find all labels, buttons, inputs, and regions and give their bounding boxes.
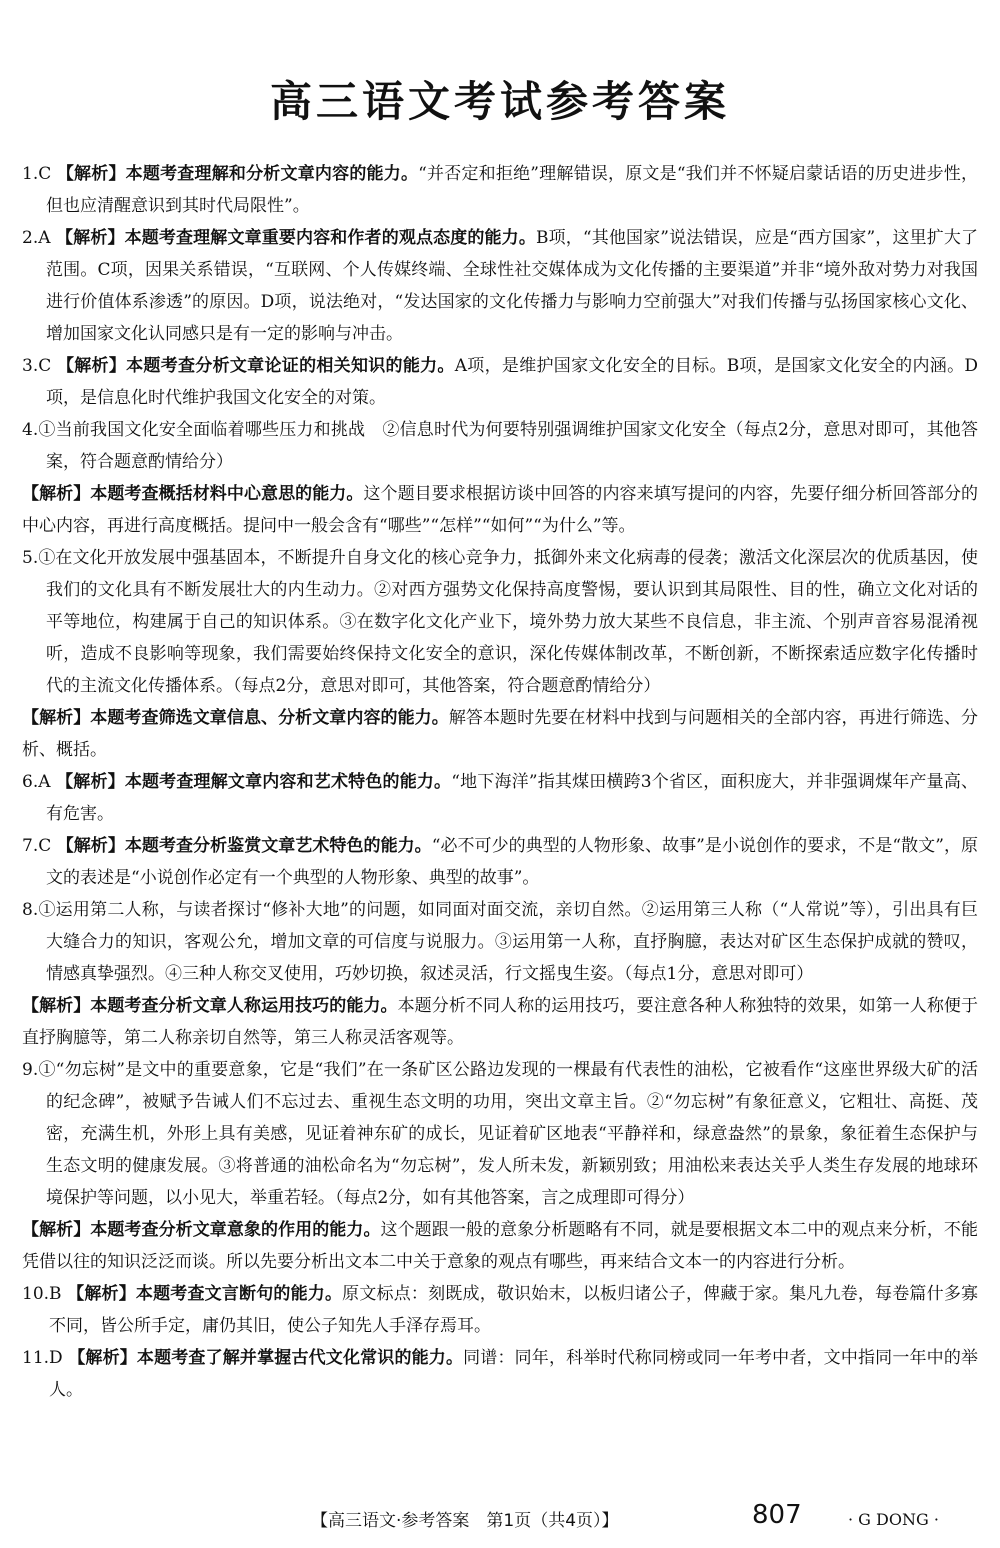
analysis-tag: 【解析】本题考查了解并掌握古代文化常识的能力。 bbox=[68, 1348, 464, 1368]
analysis-paragraph-8 bbox=[22, 990, 978, 1054]
answer-text: “并否定和拒绝”理解错误，原文是“我们并不怀疑启蒙话语的历史进步性，但也应清醒意识到其时代局限性”。 bbox=[46, 164, 978, 216]
answer-text: ①“勿忘树”是文中的重要意象，它是“我们”在一条矿区公路边发现的一棵最有代表性的油松，它被看作“这座世界级大矿的活的纪念碑”，被赋予告诫人们不忘过去、重视生态文明的功用，突出文章主旨。②“勿忘树”有象征意义，它粗壮、高挺、茂密，充满生机，外形上具有美感，见证着神东矿的成长，见证着矿区地表“平静祥和，绿意盎然”的景象，象征着生态保护与生态文明的健康发展。③将普通的油松命名为“勿忘树”，发人所未发，新颖别致；用油松来表达关乎人类生存发展的地球环境保护等问题，以小见大，举重若轻。（每点2分，如有其他答案，言之成理即可得分） bbox=[38, 1060, 978, 1208]
answer-item-9 bbox=[22, 1054, 978, 1214]
answer-number: 5. bbox=[22, 548, 39, 568]
answer-text: ①在文化开放发展中强基固本，不断提升自身文化的核心竞争力，抵御外来文化病毒的侵袭；激活文化深层次的优质基因，使我们的文化具有不断发展壮大的内生动力。②对西方强势文化保持高度警惕，要认识到其局限性、目的性，确立文化对话的平等地位，构建属于自己的知识体系。③在数字化文化产业下，境外势力放大某些不良信息，非主流、个别声音容易混淆视听，造成不良影响等现象，我们需要始终保持文化安全的意识，深化传媒体制改革，不断创新，不断探索适应数字化传播时代的主流文化传播体系。（每点2分，意思对即可，其他答案，符合题意酌情给分） bbox=[38, 548, 978, 696]
answer-item-2 bbox=[22, 222, 978, 350]
analysis-tag: 【解析】本题考查筛选文章信息、分析文章内容的能力。 bbox=[22, 708, 449, 728]
answer-text: “必不可少的典型的人物形象、故事”是小说创作的要求，不是“散文”，原文的表述是“小说创作必定有一个典型的人物形象、典型的故事”。 bbox=[46, 836, 979, 888]
answer-number: 6.A bbox=[22, 772, 51, 792]
answer-text: ①当前我国文化安全面临着哪些压力和挑战 ②信息时代为何要特别强调维护国家文化安全（每点2分，意思对即可，其他答案，符合题意酌情给分） bbox=[38, 420, 978, 472]
answer-text: 同谱：同年，科举时代称同榜或同一年考中者，文中指同一年中的举人。 bbox=[49, 1348, 979, 1400]
answer-item-6 bbox=[22, 766, 978, 830]
analysis-paragraph-9 bbox=[22, 1214, 978, 1278]
answer-text: B项，“其他国家”说法错误，应是“西方国家”，这里扩大了范围。C项，因果关系错误，“互联网、个人传媒终端、全球性社交媒体成为文化传播的主要渠道”并非“境外敌对势力对我国进行价值体系渗透”的原因。D项，说法绝对，“发达国家的文化传播力与影响力空前强大”对我们传播与弘扬国家核心文化、增加国家文化认同感只是有一定的影响与冲击。 bbox=[46, 228, 978, 344]
analysis-tag: 【解析】本题考查概括材料中心意思的能力。 bbox=[22, 484, 364, 504]
analysis-tag: 【解析】本题考查理解和分析文章内容的能力。 bbox=[56, 164, 419, 184]
answer-text: ①运用第二人称，与读者探讨“修补大地”的问题，如同面对面交流，亲切自然。②运用第三人称（“人常说”等），引出具有巨大缝合力的知识，客观公允，增加文章的可信度与说服力。③运用第一人称，直抒胸臆，表达对矿区生态保护成就的赞叹，情感真挚强烈。④三种人称交叉使用，巧妙切换，叙述灵活，行文摇曳生姿。（每点1分，意思对即可） bbox=[38, 900, 978, 984]
analysis-paragraph-4 bbox=[22, 478, 978, 542]
footer-code: 807 bbox=[752, 1500, 802, 1530]
analysis-tag: 【解析】本题考查分析文章意象的作用的能力。 bbox=[22, 1220, 381, 1240]
analysis-text: 本题分析不同人称的运用技巧，要注意各种人称独特的效果，如第一人称便于直抒胸臆等，第二人称亲切自然等，第三人称灵活客观等。 bbox=[22, 996, 979, 1048]
analysis-text: 解答本题时先要在材料中找到与问题相关的全部内容，再进行筛选、分析、概括。 bbox=[22, 708, 979, 760]
answer-number: 11.D bbox=[22, 1348, 63, 1368]
analysis-tag: 【解析】本题考查理解文章内容和艺术特色的能力。 bbox=[56, 772, 452, 792]
answer-number: 2.A bbox=[22, 228, 51, 248]
page-title: 高三语文考试参考答案 bbox=[269, 77, 730, 126]
page-footer bbox=[0, 1498, 1000, 1538]
analysis-tag: 【解析】本题考查分析文章论证的相关知识的能力。 bbox=[56, 356, 455, 376]
answer-text: “地下海洋”指其煤田横跨3个省区，面积庞大，并非强调煤年产量高、有危害。 bbox=[46, 772, 979, 824]
answer-item-1 bbox=[22, 158, 978, 222]
answer-item-11 bbox=[22, 1342, 978, 1406]
analysis-tag: 【解析】本题考查分析鉴赏文章艺术特色的能力。 bbox=[56, 836, 432, 856]
answer-item-10 bbox=[22, 1278, 978, 1342]
answer-number: 3.C bbox=[22, 356, 52, 376]
answer-number: 8. bbox=[22, 900, 39, 920]
answer-item-4 bbox=[22, 414, 978, 478]
analysis-tag: 【解析】本题考查文言断句的能力。 bbox=[67, 1284, 343, 1304]
answer-number: 1.C bbox=[22, 164, 52, 184]
answer-item-3 bbox=[22, 350, 978, 414]
answer-number: 10.B bbox=[22, 1284, 62, 1304]
answer-item-7 bbox=[22, 830, 978, 894]
answer-number: 9. bbox=[22, 1060, 39, 1080]
analysis-tag: 【解析】本题考查理解文章重要内容和作者的观点态度的能力。 bbox=[56, 228, 536, 248]
footer-brand: · G DONG · bbox=[848, 1510, 939, 1529]
analysis-paragraph-5 bbox=[22, 702, 978, 766]
answer-text: A项，是维护国家文化安全的目标。B项，是国家文化安全的内涵。D项，是信息化时代维护我国文化安全的对策。 bbox=[46, 356, 978, 408]
answer-number: 4. bbox=[22, 420, 39, 440]
answer-item-5 bbox=[22, 542, 978, 702]
analysis-text: 这个题目要求根据访谈中回答的内容来填写提问的内容，先要仔细分析回答部分的中心内容，再进行高度概括。提问中一般会含有“哪些”“怎样”“如何”“为什么”等。 bbox=[22, 484, 979, 536]
answer-number: 7.C bbox=[22, 836, 52, 856]
footer-page-info: 【高三语文·参考答案 第1页（共4页）】 bbox=[311, 1511, 619, 1531]
answer-item-8 bbox=[22, 894, 978, 990]
analysis-text: 这个题跟一般的意象分析题略有不同，就是要根据文本二中的观点来分析，不能凭借以往的知识泛泛而谈。所以先要分析出文本二中关于意象的观点有哪些，再来结合文本一的内容进行分析。 bbox=[22, 1220, 979, 1272]
answer-text: 原文标点：刻既成，敬识始末，以板归诸公子，俾藏于家。集凡九卷，每卷篇什多寡不同，皆公所手定，庸仍其旧，使公子知先人手泽存焉耳。 bbox=[49, 1284, 979, 1336]
answer-list bbox=[22, 158, 978, 1406]
analysis-tag: 【解析】本题考查分析文章人称运用技巧的能力。 bbox=[22, 996, 398, 1016]
